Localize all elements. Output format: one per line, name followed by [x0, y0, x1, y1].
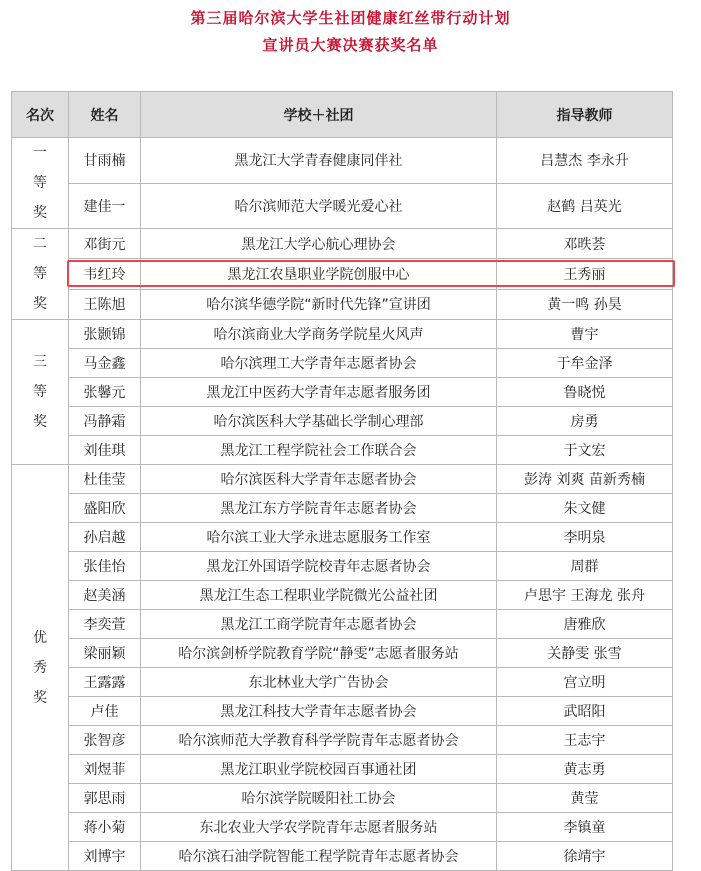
school-cell: 哈尔滨医科大学青年志愿者协会	[141, 465, 497, 494]
table-row	[12, 465, 673, 494]
name-cell: 冯静霜	[69, 407, 141, 436]
name-cell: 孙启越	[69, 523, 141, 552]
name-cell: 蒋小菊	[69, 813, 141, 842]
header-rank: 名次	[12, 92, 69, 138]
table-row	[12, 349, 673, 378]
table-row	[12, 523, 673, 552]
name-cell: 马金鑫	[69, 349, 141, 378]
teacher-cell: 黄一鸣 孙昊	[497, 289, 673, 319]
document-title: 第三届哈尔滨大学生社团健康红丝带行动计划	[190, 9, 511, 27]
rank-char: 一	[33, 145, 47, 161]
teacher-cell: 王志宇	[497, 726, 673, 755]
school-cell: 黑龙江工程学院社会工作联合会	[141, 436, 497, 465]
document-subtitle: 宣讲员大赛决赛获奖名单	[262, 36, 439, 54]
teacher-cell: 唐雅欣	[497, 610, 673, 639]
name-cell: 赵美涵	[69, 581, 141, 610]
name-cell: 韦红玲	[69, 259, 141, 289]
school-cell: 黑龙江大学青春健康同伴社	[141, 138, 497, 184]
rank-char: 等	[33, 384, 47, 400]
teacher-cell: 曹宇	[497, 320, 673, 349]
school-cell: 黑龙江外国语学院校青年志愿者协会	[141, 552, 497, 581]
rank-char: 奖	[33, 296, 47, 312]
table-row	[12, 668, 673, 697]
name-cell: 杜佳莹	[69, 465, 141, 494]
school-cell: 哈尔滨商业大学商务学院星火风声	[141, 320, 497, 349]
table-row	[12, 407, 673, 436]
teacher-cell: 黄志勇	[497, 755, 673, 784]
rank-char: 二	[33, 236, 47, 252]
teacher-cell: 王秀丽	[497, 259, 673, 289]
table-header-row	[12, 92, 673, 138]
rank-char: 等	[33, 175, 47, 191]
table-row	[12, 639, 673, 668]
name-cell: 张智彦	[69, 726, 141, 755]
teacher-cell: 周群	[497, 552, 673, 581]
teacher-cell: 关静雯 张雪	[497, 639, 673, 668]
rank-cell	[12, 138, 69, 229]
rank-cell	[12, 465, 69, 871]
teacher-cell: 吕慧杰 李永升	[497, 138, 673, 184]
name-cell: 盛阳欣	[69, 494, 141, 523]
rank-char: 优	[33, 629, 47, 646]
school-cell: 哈尔滨学院暖阳社工协会	[141, 784, 497, 813]
rank-cell	[12, 229, 69, 320]
table-row	[12, 697, 673, 726]
name-cell: 刘煜菲	[69, 755, 141, 784]
table-row	[12, 229, 673, 259]
teacher-cell: 李明泉	[497, 523, 673, 552]
table-row	[12, 784, 673, 813]
rank-char: 奖	[33, 689, 47, 706]
teacher-cell: 于文宏	[497, 436, 673, 465]
school-cell: 哈尔滨理工大学青年志愿者协会	[141, 349, 497, 378]
name-cell: 邓街元	[69, 229, 141, 259]
school-cell: 哈尔滨师范大学暖光爱心社	[141, 183, 497, 229]
name-cell: 梁丽颖	[69, 639, 141, 668]
teacher-cell: 邓昳荟	[497, 229, 673, 259]
table-row	[12, 436, 673, 465]
header-teacher: 指导教师	[497, 92, 673, 138]
header-name: 姓名	[69, 92, 141, 138]
school-cell: 哈尔滨医科大学基础长学制心理部	[141, 407, 497, 436]
header-school: 学校＋社团	[141, 92, 497, 138]
name-cell: 建佳一	[69, 183, 141, 229]
table-row	[12, 610, 673, 639]
teacher-cell: 彭涛 刘爽 苗新秀楠	[497, 465, 673, 494]
school-cell: 东北林业大学广告协会	[141, 668, 497, 697]
award-table	[11, 91, 673, 871]
school-cell: 黑龙江生态工程职业学院微光公益社团	[141, 581, 497, 610]
name-cell: 卢佳	[69, 697, 141, 726]
teacher-cell: 朱文健	[497, 494, 673, 523]
teacher-cell: 赵鹤 吕英光	[497, 183, 673, 229]
teacher-cell: 徐靖宇	[497, 842, 673, 871]
school-cell: 哈尔滨石油学院智能工程学院青年志愿者协会	[141, 842, 497, 871]
rank-char: 奖	[33, 205, 47, 221]
table-row	[12, 259, 673, 289]
rank-char: 等	[33, 266, 47, 282]
name-cell: 张颢锦	[69, 320, 141, 349]
school-cell: 黑龙江农垦职业学院创服中心	[141, 259, 497, 289]
rank-char: 秀	[33, 659, 47, 676]
rank-char: 三	[33, 354, 47, 370]
teacher-cell: 鲁晓悦	[497, 378, 673, 407]
school-cell: 东北农业大学农学院青年志愿者服务站	[141, 813, 497, 842]
name-cell: 张佳怡	[69, 552, 141, 581]
table-row	[12, 320, 673, 349]
rank-char: 奖	[33, 414, 47, 430]
school-cell: 黑龙江工商学院青年志愿者协会	[141, 610, 497, 639]
rank-cell	[12, 320, 69, 465]
table-row	[12, 289, 673, 319]
school-cell: 黑龙江大学心航心理协会	[141, 229, 497, 259]
table-row	[12, 755, 673, 784]
teacher-cell: 卢思宇 王海龙 张舟	[497, 581, 673, 610]
table-row	[12, 378, 673, 407]
table-row	[12, 581, 673, 610]
teacher-cell: 房勇	[497, 407, 673, 436]
name-cell: 郭思雨	[69, 784, 141, 813]
teacher-cell: 武昭阳	[497, 697, 673, 726]
table-body	[12, 138, 673, 871]
teacher-cell: 宫立明	[497, 668, 673, 697]
teacher-cell: 李镇童	[497, 813, 673, 842]
table-row	[12, 726, 673, 755]
school-cell: 哈尔滨师范大学教育科学学院青年志愿者协会	[141, 726, 497, 755]
school-cell: 黑龙江科技大学青年志愿者协会	[141, 697, 497, 726]
table-row	[12, 183, 673, 229]
name-cell: 刘博宇	[69, 842, 141, 871]
school-cell: 哈尔滨华德学院“新时代先锋”宣讲团	[141, 289, 497, 319]
table-row	[12, 842, 673, 871]
name-cell: 王陈旭	[69, 289, 141, 319]
teacher-cell: 黄莹	[497, 784, 673, 813]
table-row	[12, 138, 673, 184]
name-cell: 李奕萱	[69, 610, 141, 639]
school-cell: 黑龙江东方学院青年志愿者协会	[141, 494, 497, 523]
name-cell: 王露露	[69, 668, 141, 697]
table-row	[12, 494, 673, 523]
school-cell: 黑龙江职业学院校园百事通社团	[141, 755, 497, 784]
school-cell: 黑龙江中医药大学青年志愿者服务团	[141, 378, 497, 407]
name-cell: 张馨元	[69, 378, 141, 407]
table-row	[12, 813, 673, 842]
name-cell: 甘雨楠	[69, 138, 141, 184]
school-cell: 哈尔滨工业大学永进志愿服务工作室	[141, 523, 497, 552]
table-row	[12, 552, 673, 581]
teacher-cell: 于牟金泽	[497, 349, 673, 378]
name-cell: 刘佳琪	[69, 436, 141, 465]
school-cell: 哈尔滨剑桥学院教育学院“静雯”志愿者服务站	[141, 639, 497, 668]
